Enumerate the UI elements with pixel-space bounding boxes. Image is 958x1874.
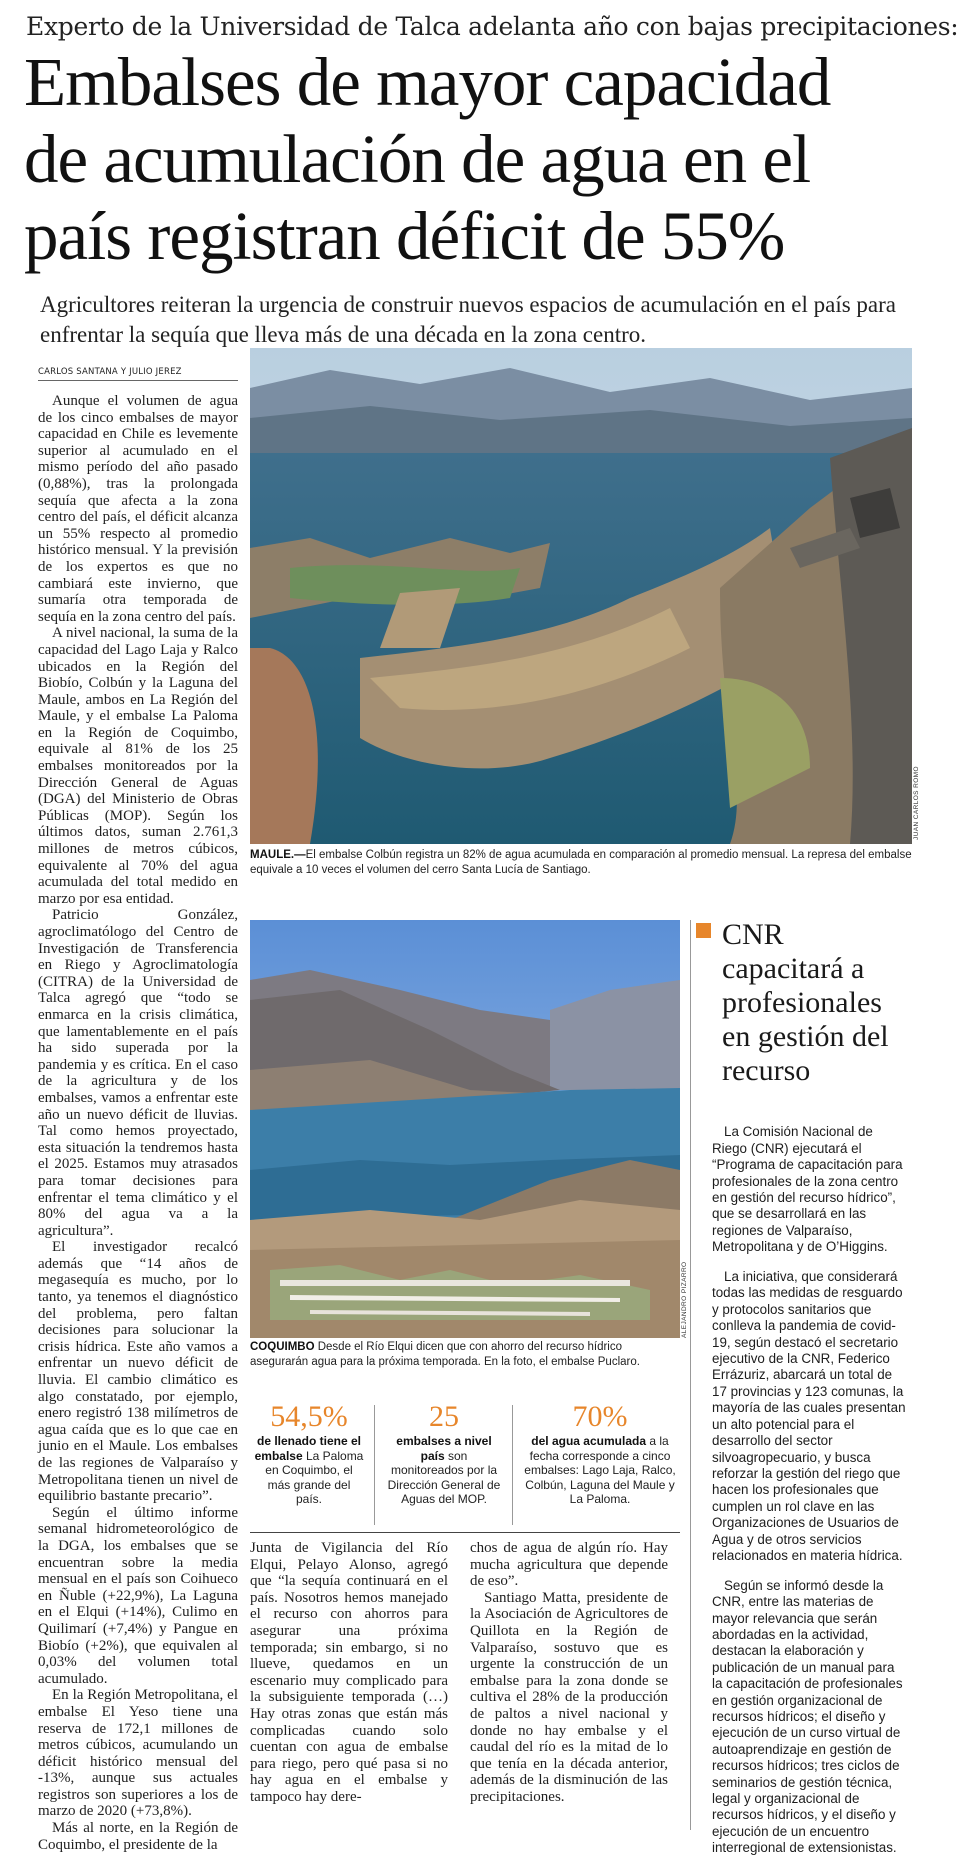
stat-rest: a la fecha corresponde a cinco embalses: Lago Laja, Ralco, Colbún, Laguna del Maule y La Paloma. xyxy=(524,1434,676,1506)
paragraph: A nivel nacional, la suma de la capacidad del Lago Laja y Ralco ubicados en la Región del Biobío, Colbún y la Laguna del Maule, ambos en La Región del Maule, y el embalse La Paloma en la Región de Coquimbo, equivale al 81% de los 25 embalses monitoreados por la Dirección General de Aguas (DGA) del Ministerio de Obras Públicas (MOP). Según los últimos datos, suman 2.761,3 millones de metros cúbicos, equivalente al 70% del agua acumulada del total medido en marzo por esa entidad. xyxy=(38,625,238,907)
photo-credit: ALEJANDRO PIZARRO xyxy=(681,1261,688,1338)
photo-caption xyxy=(250,1340,682,1369)
paragraph: La iniciativa, que considerará todas las medidas de resguardo y protocolos sanitarios que conlleva la pandemia de covid-19, según destacó el secretario ejecutivo de la CNR, Federico Errázuriz, abarcará un total de 17 provincias y 123 comunas, la mayoría de las cuales presentan un alto potencial para el desarrollo del sector silvoagropecuario, y busca reforzar la gestión del riego que hacen los profesionales que cumplen un rol clave en las Organizaciones de Usuarios de Agua y de otros servicios relacionados en materia hídrica. xyxy=(712,1269,906,1563)
stat-item xyxy=(384,1400,504,1507)
article-column-2 xyxy=(250,1540,448,1806)
stat-text xyxy=(384,1434,504,1507)
stat-rest: La Paloma en Coquimbo, el más grande del país. xyxy=(265,1448,364,1506)
stat-text xyxy=(520,1434,680,1507)
paragraph: Aunque el volumen de agua de los cinco embalses de mayor capacidad en Chile es levemente superior al acumulado en el mismo período del año pasado (0,88%), tras la prolongada sequía que afecta a la zona centro del país, el déficit alcanza un 55% respecto al promedio histórico mensual. Y la previsión de los expertos es que no cambiará este invierno, que sumaría otra temporada de sequía en la zona centro del país. xyxy=(38,393,238,625)
photo-puclaro xyxy=(250,920,680,1338)
sidebar-title: CNR capacitará a profesionales en gestión del recurso xyxy=(722,918,889,1087)
paragraph: Patricio González, agroclimatólogo del Centro de Investigación de Transferencia en Riego y Agroclimatología (CITRA) de la Universidad de Talca agregó que “todo se enmarca en la crisis climática, que lamentablemente en el país ha sido superada por la pandemia y es crítica. En el caso de la agricultura y de los embalses, vamos a enfrentar este año un nuevo déficit de lluvias. Tal como hemos proyectado, esta situación la tendremos hasta el 2025. Estamos muy atrasados para tomar decisiones para enfrentar el tema climático y el 80% del agua va a la agricultura”. xyxy=(38,907,238,1239)
stat-value: 25 xyxy=(429,1400,459,1433)
kicker: Experto de la Universidad de Talca adelanta año con bajas precipitaciones: xyxy=(26,12,958,41)
paragraph: chos de agua de algún río. Hay mucha agricultura que depende de eso”. xyxy=(470,1540,668,1590)
deck: Agricultores reiteran la urgencia de construir nuevos espacios de acumulación en el país para enfrentar la sequía que lleva más de una década en la zona centro. xyxy=(40,292,896,347)
headline xyxy=(24,44,904,275)
article-column-3 xyxy=(470,1540,668,1806)
stat-value: 70% xyxy=(572,1400,628,1433)
stats-rule xyxy=(250,1532,680,1533)
paragraph: Junta de Vigilancia del Río Elqui, Pelayo Alonso, agregó que “la sequía continuará en el país. Nosotros hemos manejado el recurso con ahorros para asegurar una próxima temporada; sin embargo, si no llueve, quedamos en un escenario muy complicado para la subsiguiente temporada (…) Hay otras zonas que están más complicadas cuando solo cuentan con agua de embalse para riego, pero qué pasa si no hay agua en el embalse y tampoco hay dere- xyxy=(250,1540,448,1805)
byline-rule xyxy=(38,380,238,381)
stat-item xyxy=(254,1400,364,1507)
stat-value: 54,5% xyxy=(270,1400,348,1433)
caption-text: El embalse Colbún registra un 82% de agua acumulada en comparación al promedio mensual. La represa del embalse equivale a 10 veces el volumen del cerro Santa Lucía de Santiago. xyxy=(250,849,912,876)
headline-line: de acumulación de agua en el xyxy=(24,121,811,197)
stat-bold: del agua acumulada xyxy=(531,1434,646,1448)
headline-line: país registran déficit de 55% xyxy=(24,198,785,274)
stat-divider xyxy=(512,1405,513,1525)
reservoir-photo-illustration xyxy=(250,920,680,1338)
stat-text xyxy=(254,1434,364,1507)
caption-label: COQUIMBO xyxy=(250,1341,315,1353)
stat-bold: de llenado tiene el embalse xyxy=(254,1434,362,1463)
stat-rest: son monitoreados por la Dirección General de Aguas del MOP. xyxy=(387,1448,501,1506)
stat-bold: embalses a nivel país xyxy=(396,1434,492,1463)
stat-item xyxy=(520,1400,680,1507)
headline-line: Embalses de mayor capacidad xyxy=(24,44,831,120)
paragraph: La Comisión Nacional de Riego (CNR) ejecutará el “Programa de capacitación para profesionales de la zona centro en gestión del recurso hídrico”, que se desarrollará en las regiones de Valparaíso, Metropolitana y de O’Higgins. xyxy=(712,1124,903,1255)
paragraph: En la Región Metropolitana, el embalse El Yeso tiene una reserva de 172,1 millones de metros cúbicos, acumulando un déficit histórico mensual del -13%, aunque sus actuales registros son superiores a los de marzo de 2020 (+73,8%). xyxy=(38,1687,238,1820)
paragraph: Según el último informe semanal hidrometeorológico de la DGA, los embalses que se encuentran sobre la media mensual en el país son Coihueco en Ñuble (+22,9%), La Laguna en el Elqui (+14%), Culimo en Quilimarí (+7,4%) y Pangue en Biobío (+2%), que equivalen al 0,03% del volumen total acumulado. xyxy=(38,1504,238,1687)
sidebar-divider xyxy=(690,920,691,1830)
byline: CARLOS SANTANA Y JULIO JEREZ xyxy=(38,367,182,377)
paragraph: Más al norte, en la Región de Coquimbo, el presidente de la xyxy=(38,1820,238,1853)
paragraph: El investigador recalcó además que “14 años de megasequía es mucho, por lo tanto, ya tenemos el diagnóstico del problema, pero faltan decisiones para solucionar la crisis hídrica. Este año vamos a enfrentar un nuevo déficit de lluvia. El cambio climático es algo constatado, por ejemplo, enero registró 138 milímetros de agua caída que es lo que cae en junio en el Maule. Los embalses de las regiones de Valparaíso y Metropolitana tienen un nivel de equilibrio bastante precario”. xyxy=(38,1239,238,1505)
stat-divider xyxy=(374,1405,375,1525)
caption-text: Desde el Río Elqui dicen que con ahorro del recurso hídrico asegurarán agua para la próxima temporada. En la foto, el embalse Puclaro. xyxy=(250,1341,640,1368)
sidebar-body xyxy=(712,1111,908,1870)
photo-credit: JUAN CARLOS ROMO xyxy=(913,766,920,840)
photo-colbun xyxy=(250,348,912,844)
reservoir-photo-illustration xyxy=(250,348,912,844)
paragraph: Santiago Matta, presidente de la Asociación de Agricultores de Quillota en la Región de Valparaíso, sostuvo que es urgente la construcción de un embalse para la zona donde se cultiva el 28% de la producción de paltos a nivel nacional y donde no hay embalse y el caudal del río es la mitad de lo que tenía en la década anterior, además de la disminución de las precipitaciones. xyxy=(470,1589,668,1805)
paragraph: Según se informó desde la CNR, entre las materias de mayor relevancia que serán abordadas en la actividad, destacan la elaboración y publicación de un manual para la capacitación de profesionales en gestión organizacional de recursos hídricos; el diseño y ejecución de un curso virtual de autoaprendizaje en gestión de recursos hídricos; tres ciclos de seminarios de gestión técnica, legal y organizacional de recursos hídricos, y el diseño y ejecución de un encuentro interregional de extensionistas. xyxy=(712,1577,903,1856)
caption-label: MAULE.— xyxy=(250,849,306,861)
article-column-1 xyxy=(38,393,238,1853)
orange-square-icon xyxy=(696,923,711,938)
photo-caption xyxy=(250,848,912,877)
